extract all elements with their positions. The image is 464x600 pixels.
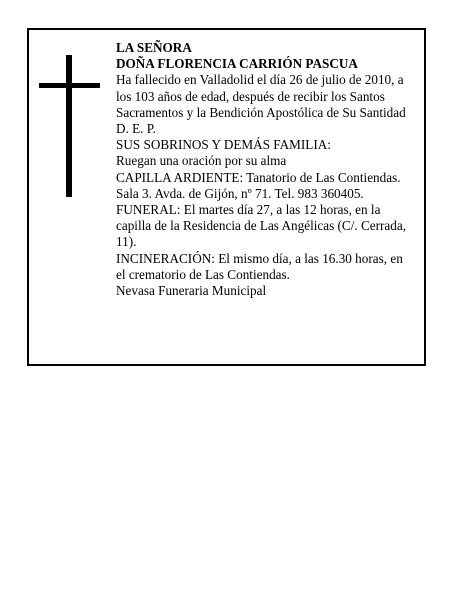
notice-heading: LA SEÑORA <box>116 40 192 55</box>
notice-line: Ruegan una oración por su alma <box>116 153 287 169</box>
notice-line: FUNERAL: El martes día 27, a las 12 horas, en la <box>116 202 381 218</box>
notice-line: capilla de la Residencia de Las Angélicas (C/. Cerrada, <box>116 218 407 234</box>
notice-line: Sala 3. Avda. de Gijón, nº 71. Tel. 983 360405. <box>116 185 364 201</box>
cross-icon-vertical-bar <box>66 55 72 197</box>
notice-line: Sacramentos y la Bendición Apostólica de Su Santidad <box>116 104 406 120</box>
notice-line: SUS SOBRINOS Y DEMÁS FAMILIA: <box>116 137 331 153</box>
notice-line: Nevasa Funeraria Municipal <box>116 283 267 299</box>
deceased-name: DOÑA FLORENCIA CARRIÓN PASCUA <box>116 56 358 72</box>
cross-icon-horizontal-bar <box>39 83 100 88</box>
notice-line: CAPILLA ARDIENTE: Tanatorio de Las Contiendas. <box>116 169 401 185</box>
notice-line: el crematorio de Las Contiendas. <box>116 266 290 282</box>
notice-line: Ha fallecido en Valladolid el día 26 de julio de 2010, a <box>116 72 404 88</box>
notice-line: los 103 años de edad, después de recibir los Santos <box>116 88 385 104</box>
notice-line: D. E. P. <box>116 121 156 137</box>
notice-text <box>116 40 421 299</box>
notice-line: INCINERACIÓN: El mismo día, a las 16.30 horas, en <box>116 250 403 266</box>
obituary-notice <box>27 28 426 366</box>
notice-line: 11). <box>116 234 137 250</box>
